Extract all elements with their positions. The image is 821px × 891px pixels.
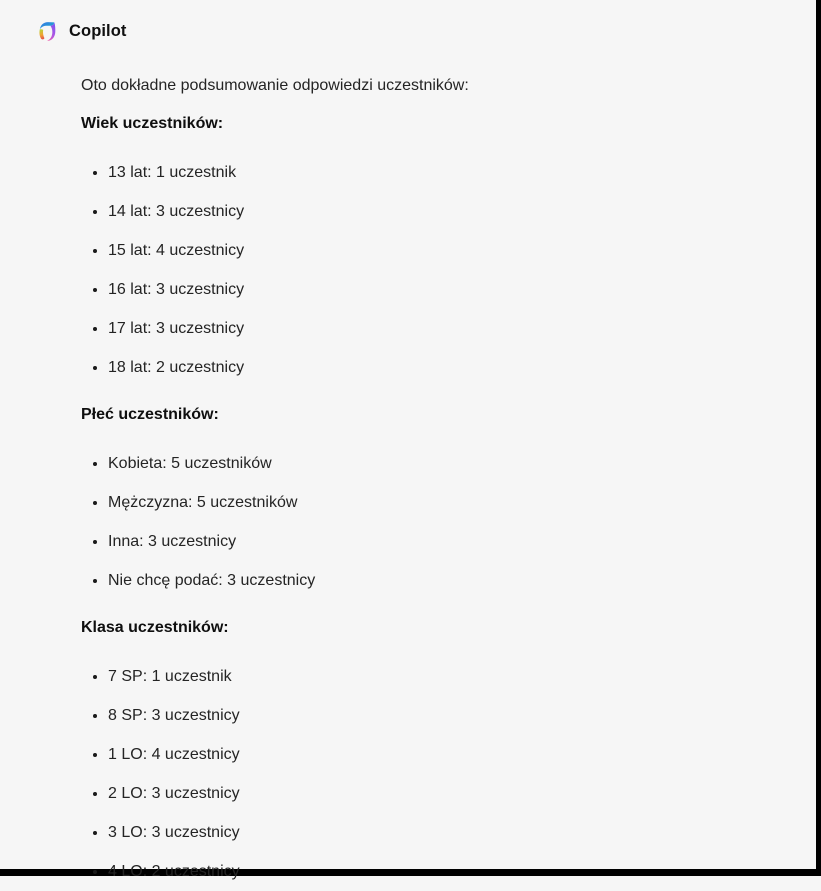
list-item: • Kobieta: 5 uczestników	[108, 444, 786, 483]
age-list	[81, 153, 786, 387]
list-item: • 7 SP: 1 uczestnik	[108, 657, 786, 696]
gender-list	[81, 444, 786, 600]
intro-text: Oto dokładne podsumowanie odpowiedzi uczestników:	[81, 77, 469, 94]
list-item: • Nie chcę podać: 3 uczestnicy	[108, 561, 786, 600]
list-item: • 8 SP: 3 uczestnicy	[108, 696, 786, 735]
list-item: • 14 lat: 3 uczestnicy	[108, 192, 786, 231]
copilot-logo-icon	[36, 20, 59, 43]
list-item: • Mężczyzna: 5 uczestników	[108, 483, 786, 522]
list-item: • 18 lat: 2 uczestnicy	[108, 348, 786, 387]
list-item: • Inna: 3 uczestnicy	[108, 522, 786, 561]
section-heading-gender: Płeć uczestników:	[81, 406, 219, 423]
list-item: • 4 LO: 2 uczestnicy	[108, 852, 786, 891]
message-body	[81, 76, 786, 891]
list-item: • 17 lat: 3 uczestnicy	[108, 309, 786, 348]
list-item: • 13 lat: 1 uczestnik	[108, 153, 786, 192]
class-list	[81, 657, 786, 891]
list-item: • 1 LO: 4 uczestnicy	[108, 735, 786, 774]
app-name: Copilot	[69, 22, 127, 40]
list-item: • 3 LO: 3 uczestnicy	[108, 813, 786, 852]
list-item: • 15 lat: 4 uczestnicy	[108, 231, 786, 270]
list-item: • 16 lat: 3 uczestnicy	[108, 270, 786, 309]
section-heading-age: Wiek uczestników:	[81, 115, 224, 132]
section-heading-class: Klasa uczestników:	[81, 619, 229, 636]
message-header	[36, 20, 786, 43]
list-item: • 2 LO: 3 uczestnicy	[108, 774, 786, 813]
